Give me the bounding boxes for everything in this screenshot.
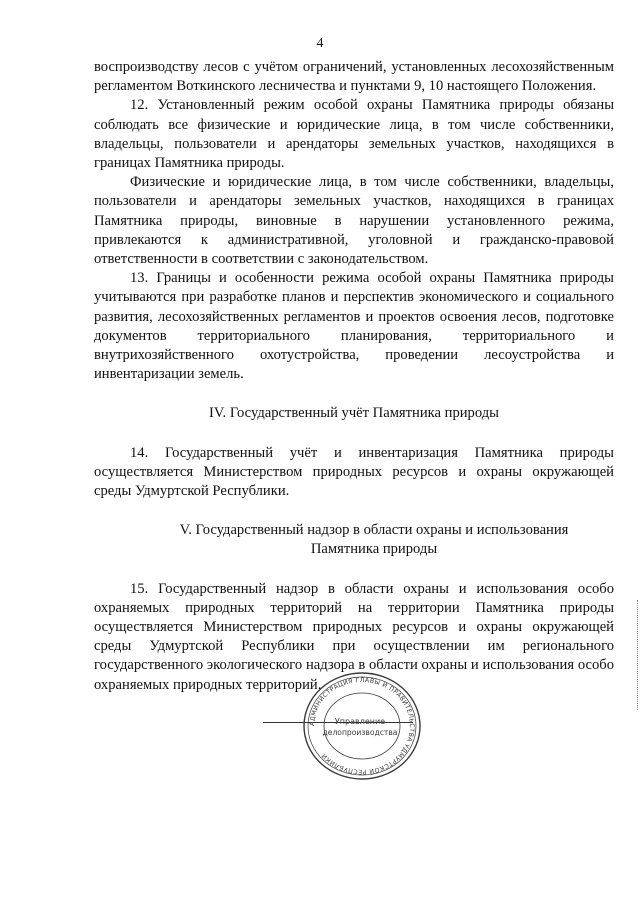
paragraph-13: 13. Границы и особенности режима особой охраны Памятника природы учитываются при разработке планов и перспектив экономического и социального развития, лесохозяйственных регламентов и проектов освоения лесов, подготовке документов территориального планирования, территориального и внутрихозяйственного охотустройства, проведении лесоустройства и инвентаризации земель. [94,270,614,383]
paragraph-15: 15. Государственный надзор в области охраны и использования особо охраняемых природных территорий на территории Памятника природы осуществляется Министерством природных ресурсов и охраны окружающей среды Удмуртской Республики при осуществлении им регионального государственного экологического надзора в области охраны и использования особо охраняемых природных территорий. [94,580,614,693]
section-heading-v-line-1: V. Государственный надзор в области охраны и использования [179,522,569,539]
paragraph-12: 12. Установленный режим особой охраны Памятника природы обязаны соблюдать все физические и юридические лица, в том числе собственники, владельцы, пользователи и арендаторы земельных участков, находящихся в границах Памятника природы. [94,97,614,172]
page-number: 4 [316,36,324,51]
seal-center-text-2: делопроизводства [322,728,398,737]
scan-edge-marks [633,600,638,710]
seal-ring-text: АДМИНИСТРАЦИЯ ГЛАВЫ И ПРАВИТЕЛЬСТВА УДМУРТСКОЙ РЕСПУБЛИКИ [308,676,416,776]
paragraph-continuation: воспроизводству лесов с учётом ограничений, установленных лесохозяйственным регламентом Воткинского лесничества и пунктами 9, 10 настоящего Положения. [94,59,614,95]
paragraph-14: 14. Государственный учёт и инвентаризация Памятника природы осуществляется Министерством природных ресурсов и охраны окружающей среды Удмуртской Республики. [94,444,614,500]
document-body [94,58,614,695]
section-heading-iv: IV. Государственный учёт Памятника природы [209,405,499,422]
section-heading-v-line-2: Памятника природы [310,541,438,558]
paragraph-12-liability: Физические и юридические лица, в том числе собственники, владельцы, пользователи и арендаторы земельных участков, находящихся в границах Памятника природы, виновные в нарушении установленного режима, привлекаются к административной, уголовной и гражданско-правовой ответственности в соответствии с законодательством. [94,174,614,268]
seal-center-text-1: Управление [334,717,386,726]
official-seal-stamp [300,670,424,782]
section-heading-v [94,521,614,559]
